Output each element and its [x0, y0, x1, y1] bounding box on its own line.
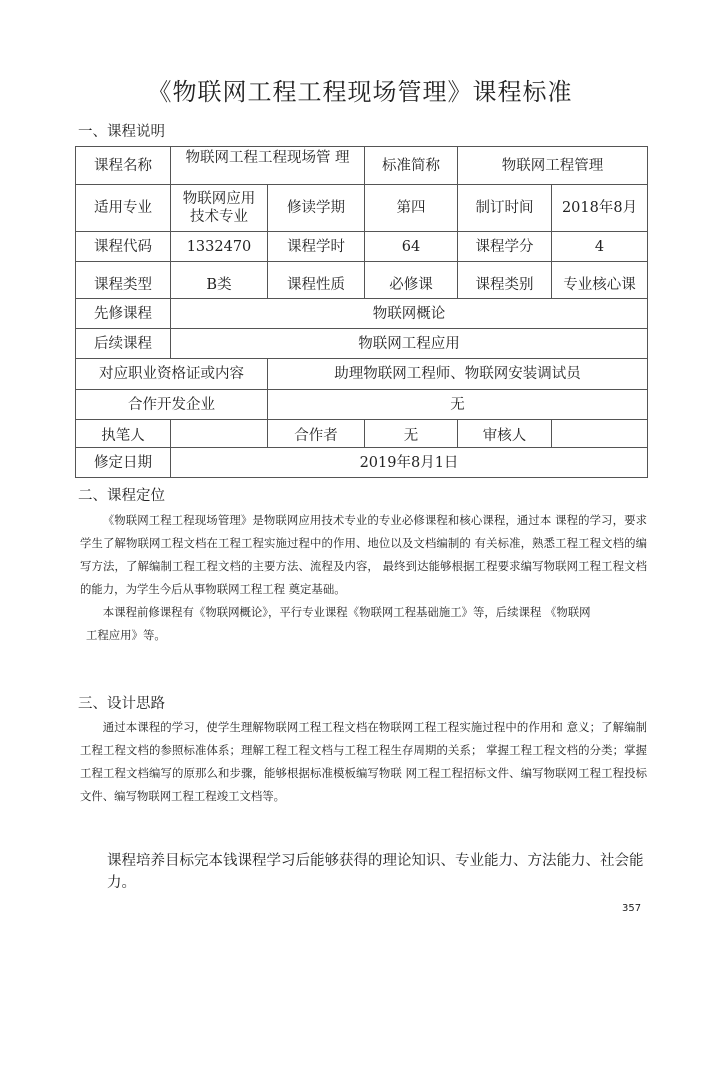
paragraph: 本课程前修课程有《物联网概论》，平行专业课程《物联网工程基础施工》等，后续课程 《物联网	[102, 605, 591, 619]
table-cell: 制订时间	[458, 185, 552, 232]
table-row	[76, 185, 648, 232]
table-cell: 课程学时	[268, 232, 365, 262]
table-row	[76, 448, 648, 478]
table-cell: 课程名称	[76, 147, 171, 185]
table-cell: 课程类别	[458, 262, 552, 299]
page-title: 《物联网工程工程现场管理》课程标准	[147, 78, 573, 106]
table-cell: 4	[552, 232, 648, 262]
table-cell: 必修课	[365, 262, 458, 299]
table-cell: 第四	[365, 185, 458, 232]
positioning-text	[80, 509, 647, 647]
table-cell: 对应职业资格证或内容	[76, 359, 268, 390]
table-cell: 先修课程	[76, 299, 171, 329]
table-cell: 修读学期	[268, 185, 365, 232]
table-cell: 修定日期	[76, 448, 171, 478]
table-row	[76, 359, 648, 390]
table-cell: B类	[171, 262, 268, 299]
paragraph: 《物联网工程工程现场管理》是物联网应用技术专业的专业必修课程和核心课程，通过本 课程的学习，要求学生了解物联网工程文档在工程工程实施过程中的作用、地位以及文档编制的 有关标准，熟悉工程工程文档的编写方法，了解编制工程工程文档的主要方法、流程及内容， 最终到达能够根据工程要求编写物联网工程工程文档的能力，为学生今后从事物联网工程工程 奠定基础。	[80, 513, 647, 596]
table-row	[76, 299, 648, 329]
table-cell: 物联网应用 技术专业	[171, 185, 268, 232]
section-heading-design-approach: 三、设计思路	[78, 696, 165, 712]
table-cell: 无	[268, 390, 648, 420]
table-cell: 适用专业	[76, 185, 171, 232]
table-cell: 审核人	[458, 420, 552, 448]
table-row	[76, 147, 648, 185]
section-heading-course-positioning: 二、课程定位	[78, 488, 165, 504]
course-info-table	[75, 146, 648, 478]
table-cell: 课程学分	[458, 232, 552, 262]
page-number: 357	[622, 903, 642, 914]
table-cell: 执笔人	[76, 420, 171, 448]
table-cell: 助理物联网工程师、物联网安装调试员	[268, 359, 648, 390]
table-cell: 课程代码	[76, 232, 171, 262]
table-cell: 合作者	[268, 420, 365, 448]
table-cell: 物联网概论	[171, 299, 648, 329]
table-row	[76, 232, 648, 262]
section-heading-course-description: 一、课程说明	[78, 124, 165, 140]
table-cell: 合作开发企业	[76, 390, 268, 420]
table-cell: 标准简称	[365, 147, 458, 185]
table-cell: 课程类型	[76, 262, 171, 299]
table-cell: 1332470	[171, 232, 268, 262]
table-cell: 专业核心课	[552, 262, 648, 299]
table-cell: 无	[365, 420, 458, 448]
table-cell	[552, 420, 648, 448]
design-text	[80, 716, 647, 808]
paragraph: 工程应用》等。	[86, 628, 166, 642]
table-cell: 课程性质	[268, 262, 365, 299]
table-cell: 物联网工程管理	[458, 147, 648, 185]
table-cell: 2019年8月1日	[171, 448, 648, 478]
paragraph: 通过本课程的学习，使学生理解物联网工程工程文档在物联网工程工程实施过程中的作用和 意义；了解编制工程工程文档的参照标准体系；理解工程工程文档与工程工程生存周期的关系； 掌握工程工程文档的分类；掌握工程工程文档编写的原那么和步骤，能够根据标准模板编写物联 网工程工程招标文件、编写物联网工程工程投标文件、编写物联网工程工程竣工文档等。	[80, 720, 647, 803]
table-cell: 后续课程	[76, 329, 171, 359]
table-cell: 物联网工程工程现场管 理	[171, 147, 365, 185]
table-row	[76, 329, 648, 359]
table-cell: 2018年8月	[552, 185, 648, 232]
table-cell: 64	[365, 232, 458, 262]
table-cell	[171, 420, 268, 448]
table-row	[76, 420, 648, 448]
training-objectives-heading: 课程培养目标完本钱课程学习后能够获得的理论知识、专业能力、方法能力、社会能力。	[107, 853, 644, 891]
table-row	[76, 262, 648, 299]
table-row	[76, 390, 648, 420]
table-cell: 物联网工程应用	[171, 329, 648, 359]
